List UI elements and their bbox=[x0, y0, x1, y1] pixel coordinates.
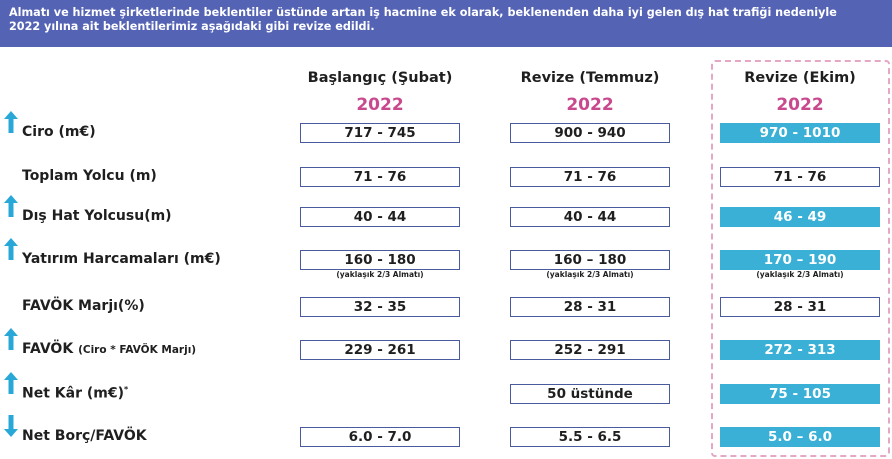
value-note: (yaklaşık 2/3 Almatı) bbox=[756, 270, 844, 279]
value-cell: 50 üstünde bbox=[510, 384, 670, 404]
row-label-text: Dış Hat Yolcusu(m) bbox=[22, 208, 172, 224]
value-cell: 40 - 44 bbox=[510, 207, 670, 227]
arrow-up-icon bbox=[4, 195, 18, 217]
header-banner bbox=[0, 0, 892, 47]
banner-line-1: Almatı ve hizmet şirketlerinde beklentiler üstünde artan iş hacmine ek olarak, beklenenden daha iyi gelen dış hat trafiği nedeniyle bbox=[9, 6, 837, 19]
row-label bbox=[22, 298, 145, 314]
value-cell: 170 – 190 bbox=[720, 250, 880, 270]
value-cell: 5.0 – 6.0 bbox=[720, 427, 880, 447]
value-cell: 28 - 31 bbox=[510, 297, 670, 317]
banner-line-2: 2022 yılına ait beklentilerimiz aşağıdaki gibi revize edildi. bbox=[9, 20, 375, 33]
column-header-july bbox=[475, 70, 705, 115]
row-label bbox=[22, 341, 196, 357]
row-label bbox=[22, 208, 172, 224]
column-year: 2022 bbox=[776, 95, 824, 115]
row-label-text: FAVÖK Marjı(%) bbox=[22, 298, 145, 314]
arrow-up-icon bbox=[4, 238, 18, 260]
value-cell: 252 - 291 bbox=[510, 340, 670, 360]
row-label-text: Net Borç/FAVÖK bbox=[22, 428, 147, 444]
value-cell: 28 - 31 bbox=[720, 297, 880, 317]
value-cell: 46 - 49 bbox=[720, 207, 880, 227]
value-cell: 970 - 1010 bbox=[720, 123, 880, 143]
column-header-initial bbox=[265, 70, 495, 115]
value-cell: 40 - 44 bbox=[300, 207, 460, 227]
arrow-up-icon bbox=[4, 372, 18, 394]
row-label-text: Yatırım Harcamaları (m€) bbox=[22, 251, 221, 267]
value-cell: 71 - 76 bbox=[510, 167, 670, 187]
row-label bbox=[22, 168, 157, 184]
value-cell: 272 - 313 bbox=[720, 340, 880, 360]
row-label-subtext: (Ciro * FAVÖK Marjı) bbox=[78, 344, 197, 356]
row-label bbox=[22, 385, 128, 402]
value-note: (yaklaşık 2/3 Almatı) bbox=[336, 270, 424, 279]
value-note: (yaklaşık 2/3 Almatı) bbox=[546, 270, 634, 279]
arrow-up-icon bbox=[4, 328, 18, 350]
row-label-text: FAVÖK bbox=[22, 341, 74, 357]
column-title: Revize (Ekim) bbox=[744, 70, 856, 86]
row-label-text: Toplam Yolcu (m) bbox=[22, 168, 157, 184]
row-label bbox=[22, 124, 96, 140]
row-label bbox=[22, 251, 221, 267]
footnote-marker: * bbox=[123, 385, 129, 394]
value-cell: 71 - 76 bbox=[720, 167, 880, 187]
arrow-down-icon bbox=[4, 415, 18, 437]
value-cell: 5.5 - 6.5 bbox=[510, 427, 670, 447]
arrow-up-icon bbox=[4, 111, 18, 133]
value-cell: 229 - 261 bbox=[300, 340, 460, 360]
value-cell: 160 - 180 bbox=[300, 250, 460, 270]
column-header-october bbox=[685, 70, 892, 115]
value-cell: 75 - 105 bbox=[720, 384, 880, 404]
column-year: 2022 bbox=[566, 95, 614, 115]
value-cell: 717 - 745 bbox=[300, 123, 460, 143]
value-cell: 900 - 940 bbox=[510, 123, 670, 143]
row-label-text: Ciro (m€) bbox=[22, 124, 96, 140]
column-title: Revize (Temmuz) bbox=[520, 70, 660, 86]
column-year: 2022 bbox=[356, 95, 404, 115]
row-label bbox=[22, 428, 147, 444]
value-cell bbox=[300, 384, 460, 404]
column-title: Başlangıç (Şubat) bbox=[307, 70, 453, 86]
value-cell: 6.0 - 7.0 bbox=[300, 427, 460, 447]
value-cell: 160 – 180 bbox=[510, 250, 670, 270]
value-cell: 32 - 35 bbox=[300, 297, 460, 317]
row-label-text: Net Kâr (m€) bbox=[22, 385, 124, 402]
value-cell: 71 - 76 bbox=[300, 167, 460, 187]
